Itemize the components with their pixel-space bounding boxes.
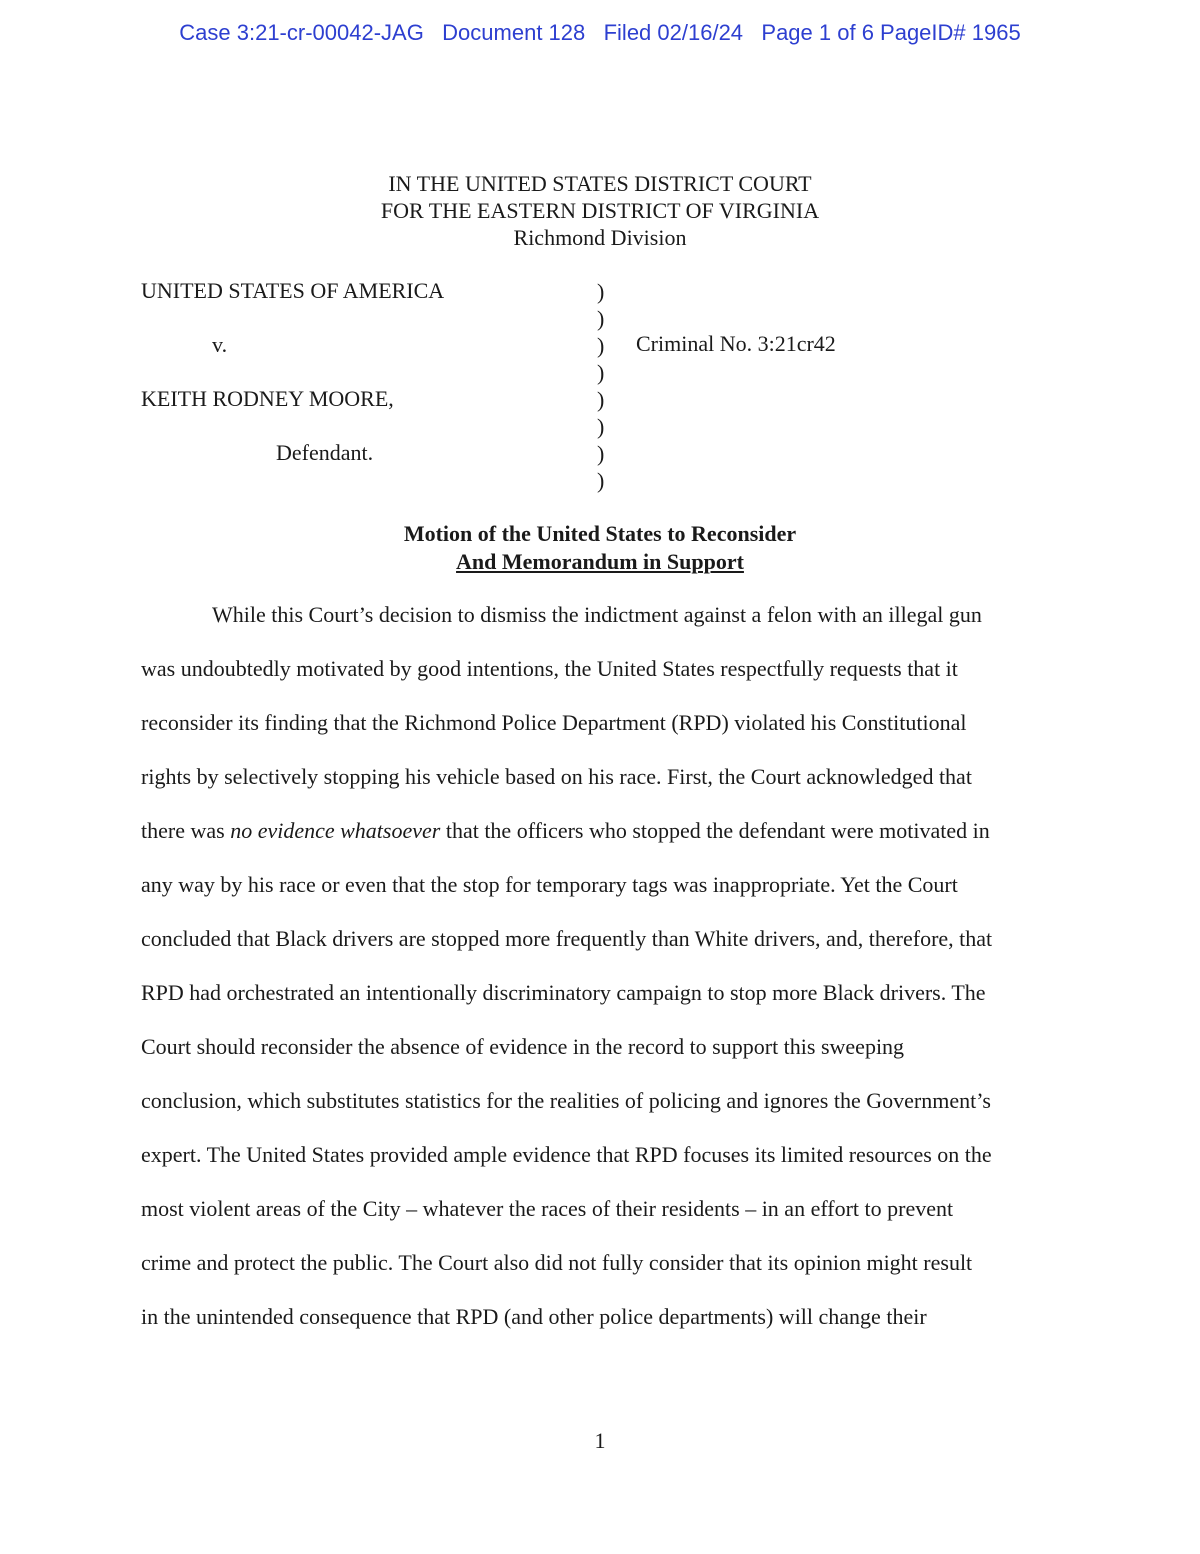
body-line: in the unintended consequence that RPD (and other police departments) will change their [141, 1304, 927, 1329]
defendant-label: Defendant. [276, 440, 374, 465]
court-heading [0, 170, 1200, 251]
filed-date-stamp: Filed 02/16/24 [603, 20, 744, 45]
criminal-case-number: Criminal No. 3:21cr42 [636, 331, 836, 356]
page-number: 1 [594, 1428, 606, 1453]
body-line: rights by selectively stopping his vehicle based on his race. First, the Court acknowledged that [141, 764, 972, 789]
caption-paren: ) [597, 279, 605, 304]
document-number-stamp: Document 128 [442, 20, 586, 45]
motion-title [0, 520, 1200, 576]
court-name-line: IN THE UNITED STATES DISTRICT COURT [388, 171, 812, 196]
body-line: While this Court’s decision to dismiss the indictment against a felon with an illegal gun [212, 602, 982, 627]
district-name-line: FOR THE EASTERN DISTRICT OF VIRGINIA [380, 198, 820, 223]
body-line: RPD had orchestrated an intentionally discriminatory campaign to stop more Black drivers. The [141, 980, 986, 1005]
ecf-filing-header [0, 20, 1200, 46]
caption-paren: ) [597, 360, 605, 385]
motion-title-line-2: And Memorandum in Support [456, 549, 744, 574]
body-line: Court should reconsider the absence of evidence in the record to support this sweeping [141, 1034, 905, 1059]
body-line: concluded that Black drivers are stopped more frequently than White drivers, and, therefore, that [141, 926, 993, 951]
body-text: that the officers who stopped the defendant were motivated in [440, 818, 990, 843]
case-number-stamp: Case 3:21-cr-00042-JAG [179, 20, 424, 45]
division-name-line: Richmond Division [513, 225, 687, 250]
body-line: was undoubtedly motivated by good intentions, the United States respectfully requests that it [141, 656, 958, 681]
plaintiff-name: UNITED STATES OF AMERICA [141, 278, 445, 303]
body-line: any way by his race or even that the stop for temporary tags was inappropriate. Yet the Court [141, 872, 958, 897]
caption-paren: ) [597, 441, 605, 466]
caption-paren: ) [597, 414, 605, 439]
caption-paren: ) [597, 333, 605, 358]
caption-paren: ) [597, 468, 605, 493]
defendant-name: KEITH RODNEY MOORE, [141, 386, 394, 411]
body-text: there was [141, 818, 231, 843]
caption-paren: ) [597, 387, 605, 412]
caption-paren-column [597, 278, 604, 494]
body-line: expert. The United States provided ample evidence that RPD focuses its limited resources on the [141, 1142, 992, 1167]
emphasized-text: no evidence whatsoever [230, 818, 441, 843]
body-line: conclusion, which substitutes statistics for the realities of policing and ignores the Government’s [141, 1088, 991, 1113]
motion-title-line-1: Motion of the United States to Reconsider [403, 521, 797, 546]
body-paragraph [141, 588, 1061, 1344]
caption-paren: ) [597, 306, 605, 331]
body-line [141, 804, 1061, 858]
body-line: crime and protect the public. The Court also did not fully consider that its opinion might result [141, 1250, 973, 1275]
body-line: most violent areas of the City – whatever the races of their residents – in an effort to prevent [141, 1196, 954, 1221]
page-id-stamp: Page 1 of 6 PageID# 1965 [761, 20, 1021, 45]
body-line: reconsider its finding that the Richmond Police Department (RPD) violated his Constitutional [141, 710, 967, 735]
versus-label: v. [212, 332, 228, 357]
